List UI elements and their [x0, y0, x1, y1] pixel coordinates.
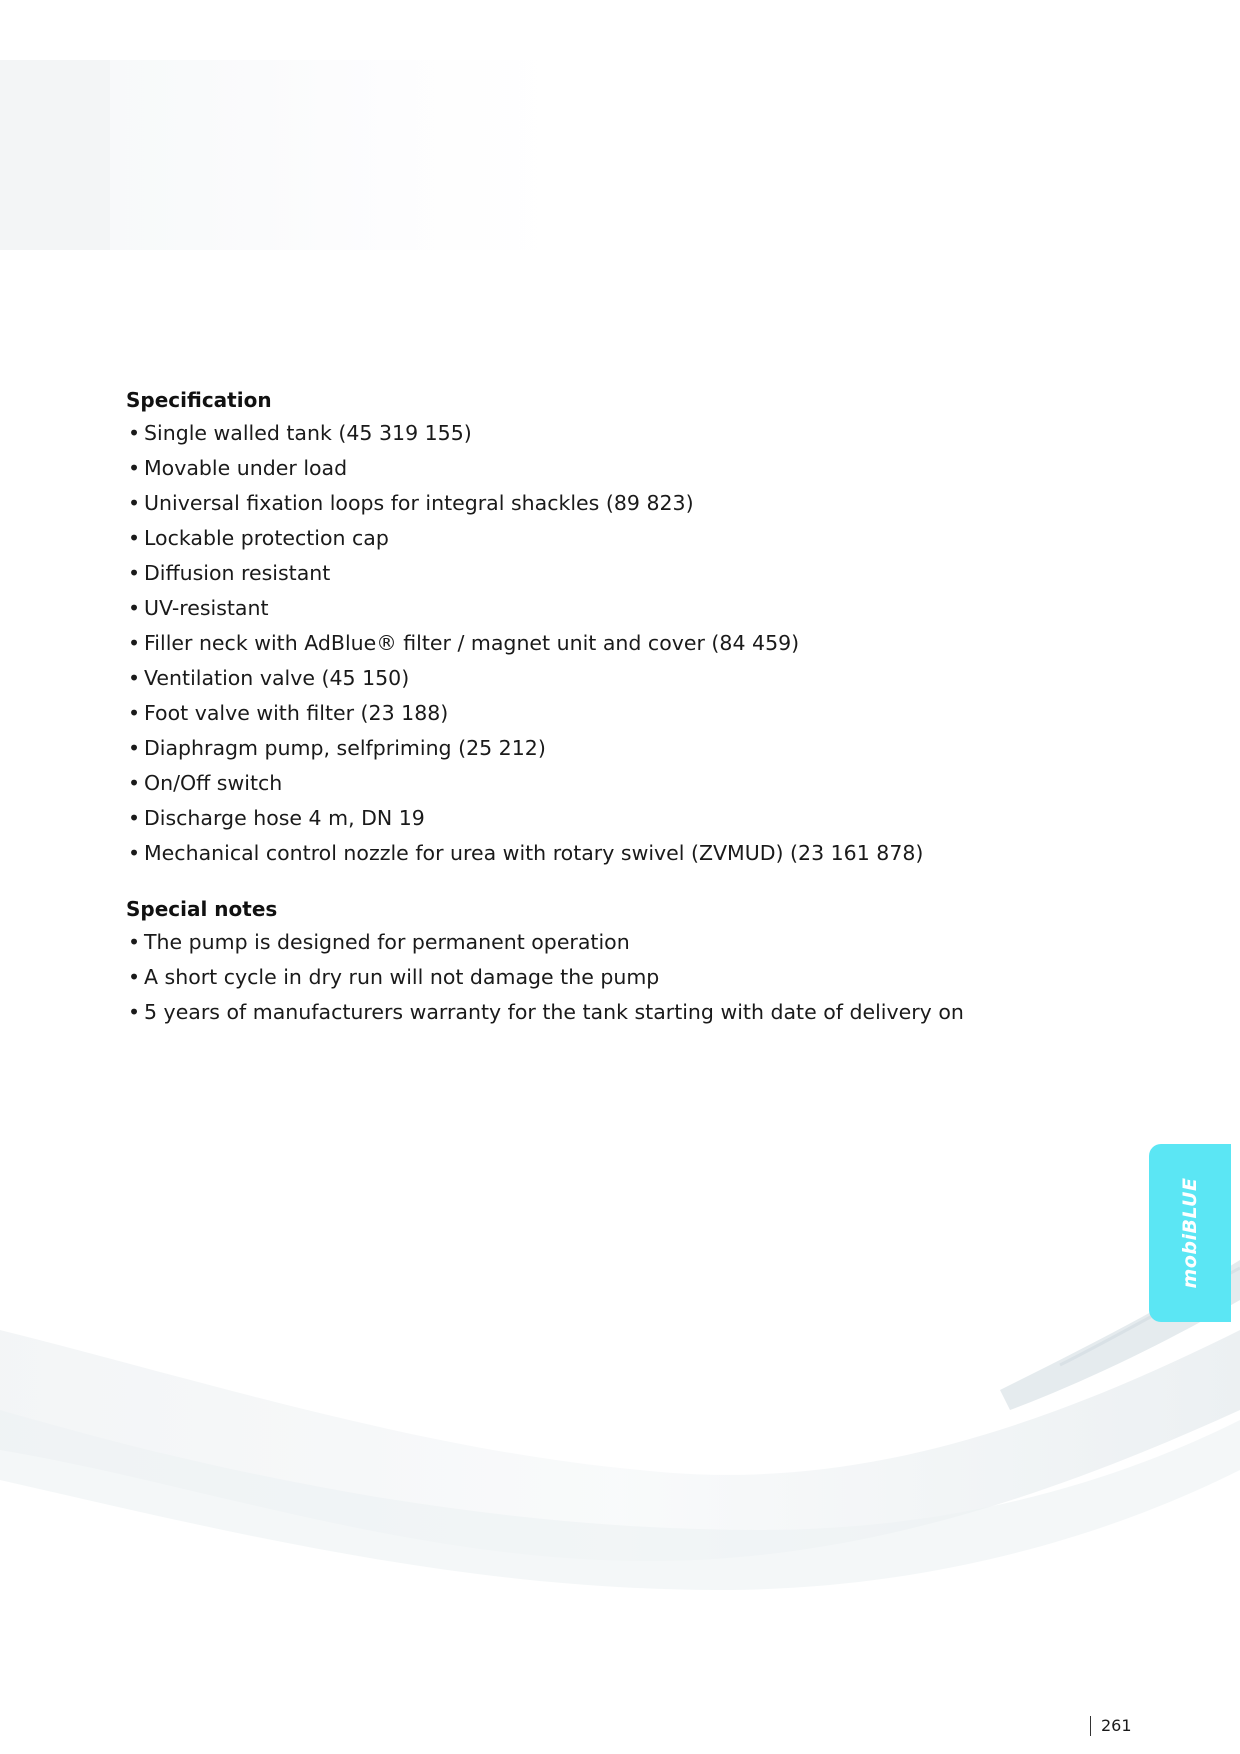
list-item: [126, 591, 1126, 626]
list-item: [126, 925, 1126, 960]
bullet-icon: •: [128, 1000, 141, 1024]
list-item-text: Ventilation valve (45 150): [144, 666, 410, 690]
list-item: [126, 801, 1126, 836]
bullet-icon: •: [128, 596, 141, 620]
list-item-text: On/Off switch: [144, 771, 283, 795]
bullet-icon: •: [128, 701, 141, 725]
bullet-icon: •: [128, 771, 141, 795]
list-item: [126, 486, 1126, 521]
list-item: [126, 521, 1126, 556]
bullet-icon: •: [128, 491, 141, 515]
special-notes-list: [126, 925, 1126, 1030]
water-splash-background: [0, 1150, 1240, 1610]
bullet-icon: •: [128, 421, 141, 445]
list-item-text: Diffusion resistant: [144, 561, 331, 585]
header-background-block: [0, 60, 110, 250]
section-tab: [1149, 1144, 1231, 1322]
list-item: [126, 731, 1126, 766]
specification-heading: Specification: [126, 388, 272, 412]
bullet-icon: •: [128, 631, 141, 655]
list-item-text: Universal fixation loops for integral shackles (89 823): [144, 491, 694, 515]
bullet-icon: •: [128, 561, 141, 585]
specification-list: [126, 416, 1126, 871]
list-item-text: Single walled tank (45 319 155): [144, 421, 472, 445]
page-number: 261: [1090, 1716, 1132, 1736]
list-item-text: Lockable protection cap: [144, 526, 389, 550]
list-item: [126, 696, 1126, 731]
list-item-text: A short cycle in dry run will not damage the pump: [144, 965, 660, 989]
list-item-text: Filler neck with AdBlue® filter / magnet unit and cover (84 459): [144, 631, 800, 655]
list-item-text: Movable under load: [144, 456, 348, 480]
list-item: [126, 995, 1126, 1030]
main-content: [126, 384, 1126, 1030]
list-item: [126, 766, 1126, 801]
bullet-icon: •: [128, 456, 141, 480]
list-item: [126, 451, 1126, 486]
list-item-text: 5 years of manufacturers warranty for the tank starting with date of delivery on: [144, 1000, 964, 1024]
bullet-icon: •: [128, 806, 141, 830]
list-item: [126, 661, 1126, 696]
bullet-icon: •: [128, 965, 141, 989]
list-item: [126, 556, 1126, 591]
bullet-icon: •: [128, 736, 141, 760]
list-item-text: Discharge hose 4 m, DN 19: [144, 806, 425, 830]
list-item-text: UV-resistant: [144, 596, 269, 620]
list-item: [126, 960, 1126, 995]
list-item: [126, 416, 1126, 451]
special-notes-heading: Special notes: [126, 897, 278, 921]
bullet-icon: •: [128, 526, 141, 550]
list-item-text: The pump is designed for permanent operation: [144, 930, 630, 954]
list-item: [126, 836, 1126, 871]
bullet-icon: •: [128, 930, 141, 954]
section-tab-label: mobiBLUE: [1179, 1177, 1201, 1289]
bullet-icon: •: [128, 841, 141, 865]
list-item-text: Foot valve with filter (23 188): [144, 701, 449, 725]
list-item-text: Mechanical control nozzle for urea with rotary swivel (ZVMUD) (23 161 878): [144, 841, 924, 865]
list-item: [126, 626, 1126, 661]
bullet-icon: •: [128, 666, 141, 690]
list-item-text: Diaphragm pump, selfpriming (25 212): [144, 736, 546, 760]
